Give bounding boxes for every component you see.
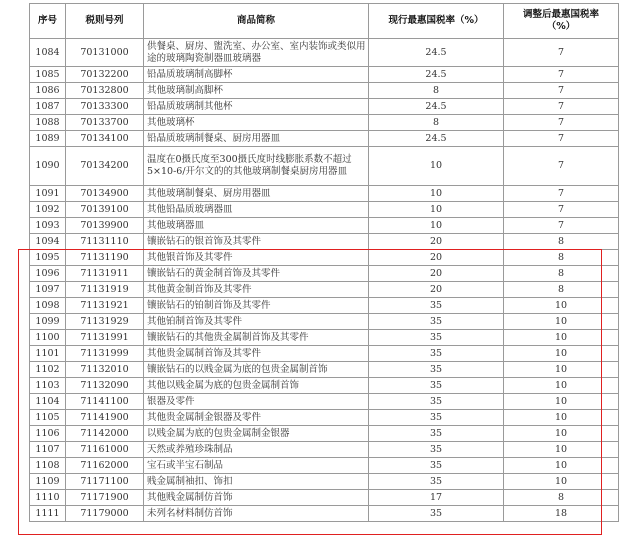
row-current-rate-cell: 35 xyxy=(369,394,504,410)
row-name-cell: 其他贱金属制仿首饰 xyxy=(144,490,369,506)
row-current-rate-cell: 35 xyxy=(369,330,504,346)
row-name-cell: 宝石或半宝石制品 xyxy=(144,458,369,474)
table-row xyxy=(30,282,619,298)
row-name-cell: 银器及零件 xyxy=(144,394,369,410)
row-code-cell: 71141900 xyxy=(66,410,144,426)
table-row xyxy=(30,474,619,490)
row-adjusted-rate-cell: 7 xyxy=(504,39,619,67)
row-adjusted-rate-cell: 8 xyxy=(504,234,619,250)
row-adjusted-rate-cell: 7 xyxy=(504,67,619,83)
row-current-rate-cell: 8 xyxy=(369,115,504,131)
row-no-cell: 1099 xyxy=(30,314,66,330)
row-name-cell: 其他玻璃制餐桌、厨房用器皿 xyxy=(144,186,369,202)
row-name-cell: 其他贵金属制金银器及零件 xyxy=(144,410,369,426)
row-name-cell: 其他玻璃制高脚杯 xyxy=(144,83,369,99)
row-adjusted-rate-cell: 8 xyxy=(504,490,619,506)
row-no-cell: 1101 xyxy=(30,346,66,362)
row-name-cell: 铅晶质玻璃制其他杯 xyxy=(144,99,369,115)
row-name-cell: 其他银首饰及其零件 xyxy=(144,250,369,266)
table-row xyxy=(30,394,619,410)
row-adjusted-rate-cell: 7 xyxy=(504,218,619,234)
row-no-cell: 1095 xyxy=(30,250,66,266)
table-row xyxy=(30,186,619,202)
table-row xyxy=(30,202,619,218)
row-adjusted-rate-cell: 7 xyxy=(504,186,619,202)
row-no-cell: 1094 xyxy=(30,234,66,250)
row-name-cell: 其他贵金属制首饰及其零件 xyxy=(144,346,369,362)
row-current-rate-cell: 35 xyxy=(369,474,504,490)
row-current-rate-cell: 35 xyxy=(369,410,504,426)
row-current-rate-cell: 24.5 xyxy=(369,39,504,67)
row-no-cell: 1090 xyxy=(30,147,66,186)
row-no-cell: 1096 xyxy=(30,266,66,282)
table-row xyxy=(30,362,619,378)
table-row xyxy=(30,131,619,147)
header-current-rate: 现行最惠国税率（%） xyxy=(369,4,504,39)
table-row xyxy=(30,458,619,474)
row-no-cell: 1092 xyxy=(30,202,66,218)
row-code-cell: 70133300 xyxy=(66,99,144,115)
row-code-cell: 70134100 xyxy=(66,131,144,147)
table-header-row xyxy=(30,4,619,39)
row-name-cell: 铅晶质玻璃制高脚杯 xyxy=(144,67,369,83)
row-no-cell: 1087 xyxy=(30,99,66,115)
row-adjusted-rate-cell: 8 xyxy=(504,282,619,298)
row-adjusted-rate-cell: 10 xyxy=(504,346,619,362)
row-adjusted-rate-cell: 7 xyxy=(504,147,619,186)
row-name-cell: 未列名材料制仿首饰 xyxy=(144,506,369,522)
table-row xyxy=(30,83,619,99)
row-adjusted-rate-cell: 10 xyxy=(504,330,619,346)
row-name-cell: 其他玻璃器皿 xyxy=(144,218,369,234)
row-no-cell: 1104 xyxy=(30,394,66,410)
row-code-cell: 70131000 xyxy=(66,39,144,67)
row-code-cell: 71131991 xyxy=(66,330,144,346)
row-adjusted-rate-cell: 8 xyxy=(504,250,619,266)
row-code-cell: 70134200 xyxy=(66,147,144,186)
row-current-rate-cell: 35 xyxy=(369,314,504,330)
row-current-rate-cell: 24.5 xyxy=(369,99,504,115)
row-current-rate-cell: 35 xyxy=(369,458,504,474)
table-row xyxy=(30,378,619,394)
header-adjusted-rate xyxy=(504,4,619,39)
row-name-cell: 天然或养殖珍珠制品 xyxy=(144,442,369,458)
row-code-cell: 70132800 xyxy=(66,83,144,99)
row-name-cell: 镶嵌钻石的银首饰及其零件 xyxy=(144,234,369,250)
row-no-cell: 1105 xyxy=(30,410,66,426)
row-current-rate-cell: 35 xyxy=(369,506,504,522)
table-row xyxy=(30,147,619,186)
row-code-cell: 71141100 xyxy=(66,394,144,410)
row-adjusted-rate-cell: 7 xyxy=(504,99,619,115)
row-current-rate-cell: 24.5 xyxy=(369,67,504,83)
row-adjusted-rate-cell: 7 xyxy=(504,115,619,131)
row-code-cell: 71161000 xyxy=(66,442,144,458)
row-name-cell: 镶嵌钻石的其他贵金属制首饰及其零件 xyxy=(144,330,369,346)
row-current-rate-cell: 35 xyxy=(369,378,504,394)
row-adjusted-rate-cell: 10 xyxy=(504,362,619,378)
row-no-cell: 1085 xyxy=(30,67,66,83)
row-no-cell: 1103 xyxy=(30,378,66,394)
tariff-table xyxy=(29,3,619,522)
row-current-rate-cell: 35 xyxy=(369,426,504,442)
row-name-cell: 以贱金属为底的包贵金属制金银器 xyxy=(144,426,369,442)
row-current-rate-cell: 10 xyxy=(369,186,504,202)
row-no-cell: 1102 xyxy=(30,362,66,378)
row-code-cell: 71131929 xyxy=(66,314,144,330)
table-row xyxy=(30,490,619,506)
row-name-cell: 镶嵌钻石的黄金制首饰及其零件 xyxy=(144,266,369,282)
row-adjusted-rate-cell: 7 xyxy=(504,202,619,218)
row-adjusted-rate-cell: 10 xyxy=(504,458,619,474)
row-adjusted-rate-cell: 10 xyxy=(504,474,619,490)
row-current-rate-cell: 10 xyxy=(369,147,504,186)
row-name-cell: 其他玻璃杯 xyxy=(144,115,369,131)
row-adjusted-rate-cell: 10 xyxy=(504,410,619,426)
row-code-cell: 71131911 xyxy=(66,266,144,282)
table-row xyxy=(30,330,619,346)
row-no-cell: 1093 xyxy=(30,218,66,234)
table-row xyxy=(30,346,619,362)
header-code: 税则号列 xyxy=(66,4,144,39)
row-adjusted-rate-cell: 10 xyxy=(504,298,619,314)
header-name: 商品简称 xyxy=(144,4,369,39)
table-body xyxy=(30,39,619,522)
row-current-rate-cell: 20 xyxy=(369,282,504,298)
table-row xyxy=(30,99,619,115)
table-row xyxy=(30,506,619,522)
row-current-rate-cell: 17 xyxy=(369,490,504,506)
row-code-cell: 71131921 xyxy=(66,298,144,314)
row-code-cell: 71131190 xyxy=(66,250,144,266)
tariff-table-container xyxy=(29,3,618,522)
row-name-cell: 其他以贱金属为底的包贵金属制首饰 xyxy=(144,378,369,394)
row-current-rate-cell: 20 xyxy=(369,250,504,266)
row-code-cell: 70132200 xyxy=(66,67,144,83)
row-adjusted-rate-cell: 10 xyxy=(504,378,619,394)
row-current-rate-cell: 20 xyxy=(369,234,504,250)
row-current-rate-cell: 20 xyxy=(369,266,504,282)
row-no-cell: 1111 xyxy=(30,506,66,522)
row-name-cell: 镶嵌钻石的以贱金属为底的包贵金属制首饰 xyxy=(144,362,369,378)
row-current-rate-cell: 35 xyxy=(369,346,504,362)
row-code-cell: 70139100 xyxy=(66,202,144,218)
row-adjusted-rate-cell: 10 xyxy=(504,394,619,410)
row-current-rate-cell: 24.5 xyxy=(369,131,504,147)
table-row xyxy=(30,250,619,266)
row-no-cell: 1097 xyxy=(30,282,66,298)
row-current-rate-cell: 10 xyxy=(369,218,504,234)
row-code-cell: 71171100 xyxy=(66,474,144,490)
row-adjusted-rate-cell: 7 xyxy=(504,83,619,99)
table-row xyxy=(30,234,619,250)
row-no-cell: 1098 xyxy=(30,298,66,314)
row-current-rate-cell: 8 xyxy=(369,83,504,99)
row-no-cell: 1110 xyxy=(30,490,66,506)
row-code-cell: 71131110 xyxy=(66,234,144,250)
row-current-rate-cell: 35 xyxy=(369,298,504,314)
row-code-cell: 71131999 xyxy=(66,346,144,362)
row-code-cell: 71171900 xyxy=(66,490,144,506)
row-name-cell: 镶嵌钻石的铂制首饰及其零件 xyxy=(144,298,369,314)
row-code-cell: 70133700 xyxy=(66,115,144,131)
row-current-rate-cell: 35 xyxy=(369,362,504,378)
row-code-cell: 71131919 xyxy=(66,282,144,298)
header-adjusted-line2: （%） xyxy=(546,21,576,32)
row-adjusted-rate-cell: 7 xyxy=(504,131,619,147)
row-name-cell: 其他铅晶质玻璃器皿 xyxy=(144,202,369,218)
row-no-cell: 1100 xyxy=(30,330,66,346)
row-code-cell: 71179000 xyxy=(66,506,144,522)
row-current-rate-cell: 10 xyxy=(369,202,504,218)
row-no-cell: 1106 xyxy=(30,426,66,442)
header-adjusted-line1: 调整后最惠国税率 xyxy=(522,9,599,20)
row-name-cell: 铅晶质玻璃制餐桌、厨房用器皿 xyxy=(144,131,369,147)
table-row xyxy=(30,266,619,282)
row-code-cell: 71142000 xyxy=(66,426,144,442)
row-name-cell: 贱金属制袖扣、饰扣 xyxy=(144,474,369,490)
row-adjusted-rate-cell: 8 xyxy=(504,266,619,282)
row-name-cell: 其他黄金制首饰及其零件 xyxy=(144,282,369,298)
table-row xyxy=(30,67,619,83)
row-current-rate-cell: 35 xyxy=(369,442,504,458)
row-adjusted-rate-cell: 10 xyxy=(504,442,619,458)
table-row xyxy=(30,115,619,131)
table-row xyxy=(30,39,619,67)
row-adjusted-rate-cell: 10 xyxy=(504,314,619,330)
row-no-cell: 1091 xyxy=(30,186,66,202)
row-no-cell: 1086 xyxy=(30,83,66,99)
table-row xyxy=(30,410,619,426)
table-row xyxy=(30,218,619,234)
row-no-cell: 1107 xyxy=(30,442,66,458)
row-name-cell: 温度在0摄氏度至300摄氏度时线膨胀系数不超过5×10-6/开尔文的的其他玻璃制餐桌厨房用器皿 xyxy=(144,147,369,186)
row-code-cell: 71132090 xyxy=(66,378,144,394)
row-code-cell: 71132010 xyxy=(66,362,144,378)
row-no-cell: 1109 xyxy=(30,474,66,490)
row-no-cell: 1084 xyxy=(30,39,66,67)
row-name-cell: 其他铂制首饰及其零件 xyxy=(144,314,369,330)
row-code-cell: 70139900 xyxy=(66,218,144,234)
row-adjusted-rate-cell: 18 xyxy=(504,506,619,522)
row-code-cell: 70134900 xyxy=(66,186,144,202)
table-row xyxy=(30,298,619,314)
row-no-cell: 1088 xyxy=(30,115,66,131)
table-row xyxy=(30,314,619,330)
table-row xyxy=(30,442,619,458)
row-no-cell: 1108 xyxy=(30,458,66,474)
row-adjusted-rate-cell: 10 xyxy=(504,426,619,442)
row-no-cell: 1089 xyxy=(30,131,66,147)
table-row xyxy=(30,426,619,442)
header-no: 序号 xyxy=(30,4,66,39)
row-code-cell: 71162000 xyxy=(66,458,144,474)
row-name-cell: 供餐桌、厨房、盥洗室、办公室、室内装饰或类似用途的玻璃陶瓷制器皿玻璃器 xyxy=(144,39,369,67)
